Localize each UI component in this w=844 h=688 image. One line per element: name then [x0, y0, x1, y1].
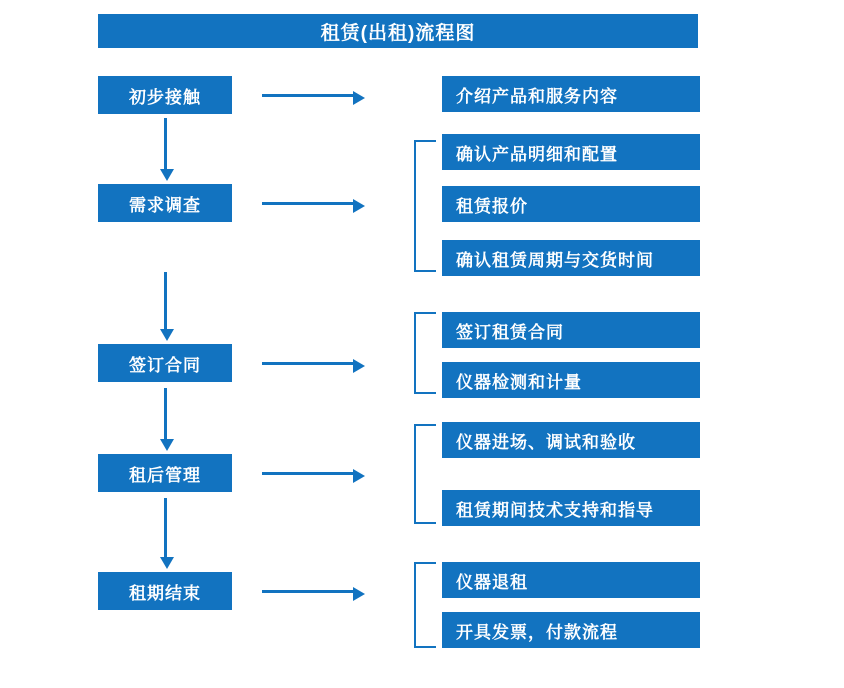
arrow-stage-4-to-details — [262, 472, 354, 475]
arrow-stage-3-to-4 — [164, 388, 167, 440]
detail-box-10[interactable]: 开具发票，付款流程 — [442, 612, 700, 648]
detail-box-7[interactable]: 仪器进场、调试和验收 — [442, 422, 700, 458]
detail-box-5[interactable]: 签订租赁合同 — [442, 312, 700, 348]
bracket-group-5 — [414, 562, 436, 648]
diagram-title: 租赁(出租)流程图 — [98, 14, 698, 48]
stage-box-4[interactable]: 租后管理 — [98, 454, 232, 492]
stage-box-5[interactable]: 租期结束 — [98, 572, 232, 610]
arrow-stage-1-to-2 — [164, 118, 167, 170]
stage-box-1[interactable]: 初步接触 — [98, 76, 232, 114]
detail-box-2[interactable]: 确认产品明细和配置 — [442, 134, 700, 170]
arrow-stage-1-to-details — [262, 94, 354, 97]
detail-box-6[interactable]: 仪器检测和计量 — [442, 362, 700, 398]
stage-box-2[interactable]: 需求调查 — [98, 184, 232, 222]
bracket-group-3 — [414, 312, 436, 394]
arrow-stage-2-to-details — [262, 202, 354, 205]
detail-box-9[interactable]: 仪器退租 — [442, 562, 700, 598]
bracket-group-2 — [414, 140, 436, 272]
arrow-stage-3-to-details — [262, 362, 354, 365]
stage-box-3[interactable]: 签订合同 — [98, 344, 232, 382]
arrow-stage-5-to-details — [262, 590, 354, 593]
detail-box-8[interactable]: 租赁期间技术支持和指导 — [442, 490, 700, 526]
detail-box-1[interactable]: 介绍产品和服务内容 — [442, 76, 700, 112]
detail-box-4[interactable]: 确认租赁周期与交货时间 — [442, 240, 700, 276]
arrow-stage-4-to-5 — [164, 498, 167, 558]
detail-box-3[interactable]: 租赁报价 — [442, 186, 700, 222]
arrow-stage-2-to-3 — [164, 272, 167, 330]
bracket-group-4 — [414, 424, 436, 524]
